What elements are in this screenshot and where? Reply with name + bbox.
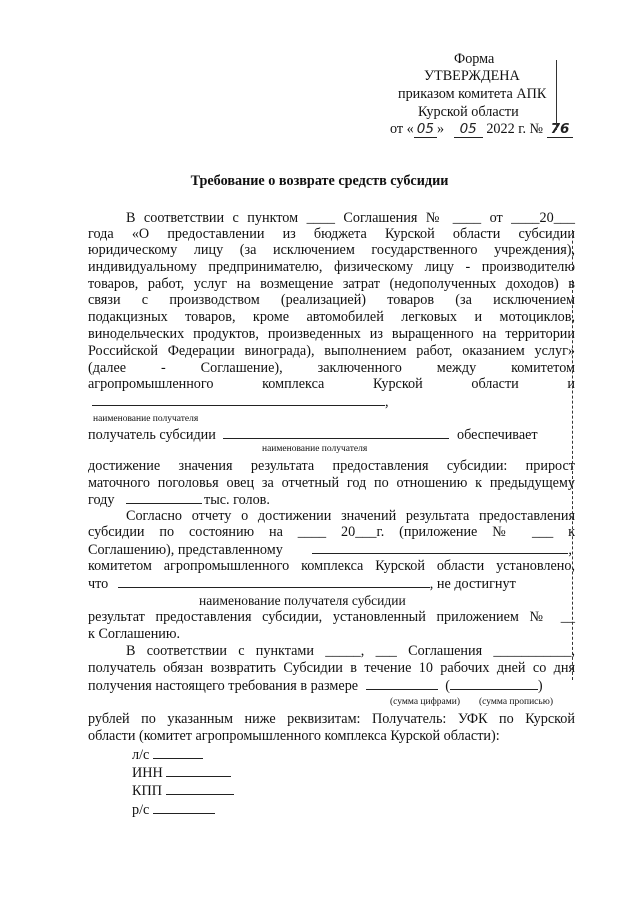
requisite-blank: [153, 801, 215, 814]
paren-open: (: [445, 678, 450, 694]
requisite-blank: [166, 782, 234, 795]
para1-line: связи с производством (реализацией) товаров (за исключением: [88, 292, 575, 308]
para3-line7: к Соглашению.: [88, 626, 181, 642]
order-number: 76: [547, 121, 574, 138]
para3-line: Согласно отчету о достижении значений результата предоставления: [126, 508, 575, 524]
paren-close: ): [537, 678, 543, 694]
recipient-blank: [92, 393, 385, 406]
order-date-line: [390, 121, 573, 138]
scan-edge-line: [556, 60, 557, 130]
requisite-label: КПП: [132, 783, 162, 799]
para5-line: рублей по указанным ниже реквизитам: Получатель: УФК по Курской: [88, 711, 575, 727]
para1-line: В соответствии с пунктом ____ Соглашения № ____ от ____20___: [126, 210, 575, 226]
date-month: 05: [454, 121, 483, 138]
para3-line: субсидии по состоянию на ____ 20___г. (приложение № ___ к: [88, 524, 575, 540]
para1-line: юридическому лицу (за исключением государственного учреждения),: [88, 242, 575, 258]
caption-words: (сумма прописью): [479, 697, 553, 707]
caption-recipient: наименование получателя: [93, 414, 199, 424]
para4-line1: В соответствии с пунктами _____, ___ Соглашения ___________,: [126, 643, 575, 659]
requisite-blank: [166, 764, 231, 777]
requisite-inn: [132, 764, 231, 782]
caption-recipient-2: наименование получателя: [262, 444, 368, 454]
requisite-kpp: [132, 782, 234, 800]
document-title: Требование о возврате средств субсидии: [190, 173, 449, 189]
para3-line5: [88, 575, 516, 593]
para2-last-suffix: тыс. голов.: [204, 492, 270, 508]
requisite-label: л/с: [132, 747, 150, 763]
recipient-blank-line: [92, 393, 389, 411]
requisite-label: р/с: [132, 802, 150, 818]
subsidy-recipient-blank: [118, 575, 430, 588]
recipient-line-tail: ,: [385, 394, 389, 410]
date-sep: »: [436, 121, 445, 137]
para3-line5-prefix: что: [88, 576, 109, 592]
para2-last-line: [88, 491, 270, 509]
order-line: приказом комитета АПК: [398, 86, 547, 102]
amount-digits-blank: [366, 677, 438, 690]
para3-line5-suffix: , не достигнут: [429, 576, 516, 592]
recipient-sub-line: [88, 426, 538, 444]
date-prefix: от «: [390, 121, 414, 137]
para4-line2: получатель обязан возвратить Субсидии в течение 10 рабочих дней со дня: [88, 660, 575, 676]
para3-line3-prefix: Соглашению), представленному: [88, 542, 283, 558]
para3-line4: комитетом агропромышленного комплекса Курской области установлено,: [88, 558, 575, 574]
date-year: 2022 г. №: [482, 121, 544, 137]
para1-line: винодельческих продуктов, произведенных из выращенного на территории: [88, 326, 575, 342]
para1-line: года «О предоставлении из бюджета Курской области субсидии: [88, 226, 575, 242]
scan-edge-line: [572, 280, 573, 680]
para4-line3-prefix: получения настоящего требования в размере: [88, 678, 359, 694]
para1-line: индивидуальному предпринимателю, физическому лицу - производителю: [88, 259, 575, 275]
para3-line6: результат предоставления субсидии, установленный приложением № __: [88, 609, 575, 625]
date-day: 05: [414, 121, 437, 138]
recipient-sub-prefix: получатель субсидии: [88, 427, 216, 443]
region-line: Курской области: [418, 104, 519, 120]
para2-line: маточного поголовья овец за отчетный год по отношению к предыдущему: [88, 475, 575, 491]
para1-line: агропромышленного комплекса Курской области и: [88, 376, 575, 392]
para1-line: подакцизных товаров, кроме автомобилей легковых и мотоциклов,: [88, 309, 575, 325]
heads-blank: [126, 491, 202, 504]
requisite-blank: [153, 746, 203, 759]
requisite-label: ИНН: [132, 765, 163, 781]
approved-label: УТВЕРЖДЕНА: [424, 68, 520, 84]
para4-line3: [88, 677, 543, 695]
para1-line: (далее - Соглашение), заключенного между комитетом: [88, 360, 575, 376]
caption-digits: (сумма цифрами): [390, 697, 460, 707]
form-label: Форма: [454, 51, 495, 67]
para1-line: Российской Федерации винограда), выполнением работ, оказанием услуг»: [88, 343, 575, 359]
para2-line: достижение значения результата предоставления субсидии: прирост: [88, 458, 575, 474]
para5-line: области (комитет агропромышленного комплекса Курской области):: [88, 728, 500, 744]
para3-line3: [88, 541, 572, 559]
reporter-blank: [312, 541, 568, 554]
para2-last-prefix: году: [88, 492, 115, 508]
requisite-ls: [132, 746, 203, 764]
recipient-sub-blank: [223, 426, 449, 439]
para1-line: товаров, работ, услуг на возмещение затрат (недополученных доходов) в: [88, 276, 575, 292]
requisite-rs: [132, 801, 215, 819]
para3-line3-suffix: ,: [568, 542, 572, 558]
caption-recipient-3: наименование получателя субсидии: [199, 593, 406, 608]
recipient-sub-suffix: обеспечивает: [456, 427, 538, 443]
amount-words-blank: [450, 677, 538, 690]
scan-edge-line: [572, 230, 573, 270]
